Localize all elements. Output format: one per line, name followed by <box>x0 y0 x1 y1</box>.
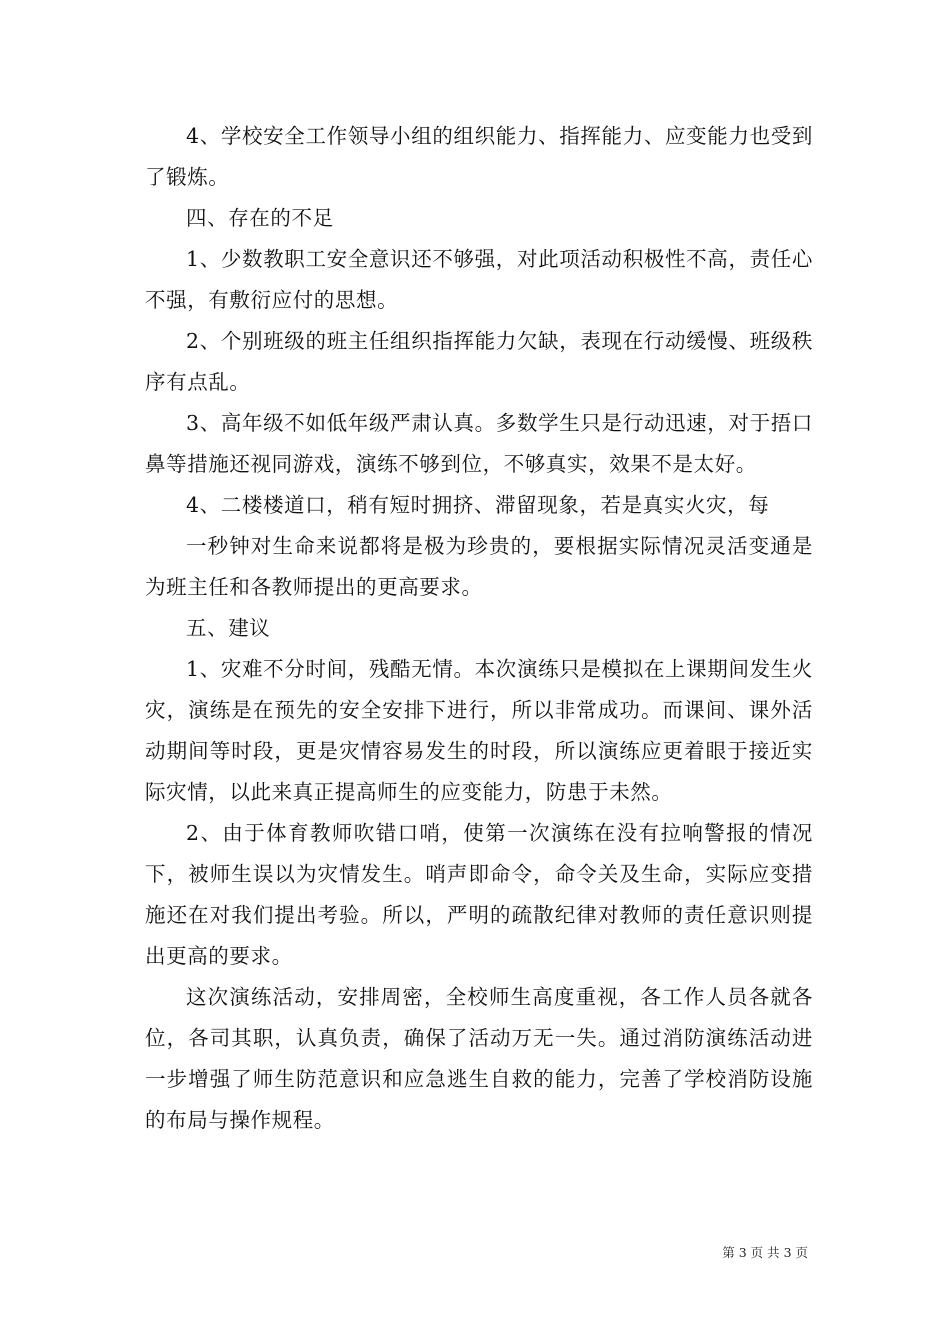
paragraph-shortcoming-3: 3、高年级不如低年级严肃认真。多数学生只是行动迅速，对于捂口鼻等措施还视同游戏，演练不够到位，不够真实，效果不是太好。 <box>145 411 813 476</box>
paragraph-item-4-ability: 4、学校安全工作领导小组的组织能力、指挥能力、应变能力也受到了锻炼。 <box>145 124 813 189</box>
paragraph-suggestion-1: 1、灾难不分时间，残酷无情。本次演练只是模拟在上课期间发生火灾，演练是在预先的安全安排下进行，所以非常成功。而课间、课外活动期间等时段，更是灾情容易发生的时段，所以演练应更着眼于接近实际灾情，以此来真正提高师生的应变能力，防患于未然。 <box>145 657 813 804</box>
document-body <box>145 116 813 1141</box>
paragraph-shortcoming-1: 1、少数教职工安全意识还不够强，对此项活动积极性不高，责任心不强，有敷衍应付的思想。 <box>145 247 813 312</box>
section-heading-shortcomings: 四、存在的不足 <box>186 206 334 230</box>
page-number-footer: 第 3 页 共 3 页 <box>722 1245 808 1260</box>
paragraph-suggestion-2: 2、由于体育教师吹错口哨，使第一次演练在没有拉响警报的情况下，被师生误以为灾情发生。哨声即命令，命令关及生命，实际应变措施还在对我们提出考验。所以，严明的疏散纪律对教师的责任意识则提出更高的要求。 <box>145 821 813 968</box>
paragraph-shortcoming-4: 4、二楼楼道口，稍有短时拥挤、滞留现象，若是真实火灾，每 <box>186 493 770 517</box>
paragraph-shortcoming-2: 2、个别班级的班主任组织指挥能力欠缺，表现在行动缓慢、班级秩序有点乱。 <box>145 329 813 394</box>
paragraph-conclusion: 这次演练活动，安排周密，全校师生高度重视，各工作人员各就各位，各司其职，认真负责，确保了活动万无一失。通过消防演练活动进一步增强了师生防范意识和应急逃生自救的能力，完善了学校消防设施的布局与操作规程。 <box>145 985 813 1132</box>
section-heading-suggestions: 五、建议 <box>186 616 271 640</box>
paragraph-shortcoming-4-continued: 一秒钟对生命来说都将是极为珍贵的，要根据实际情况灵活变通是为班主任和各教师提出的更高要求。 <box>145 534 813 599</box>
